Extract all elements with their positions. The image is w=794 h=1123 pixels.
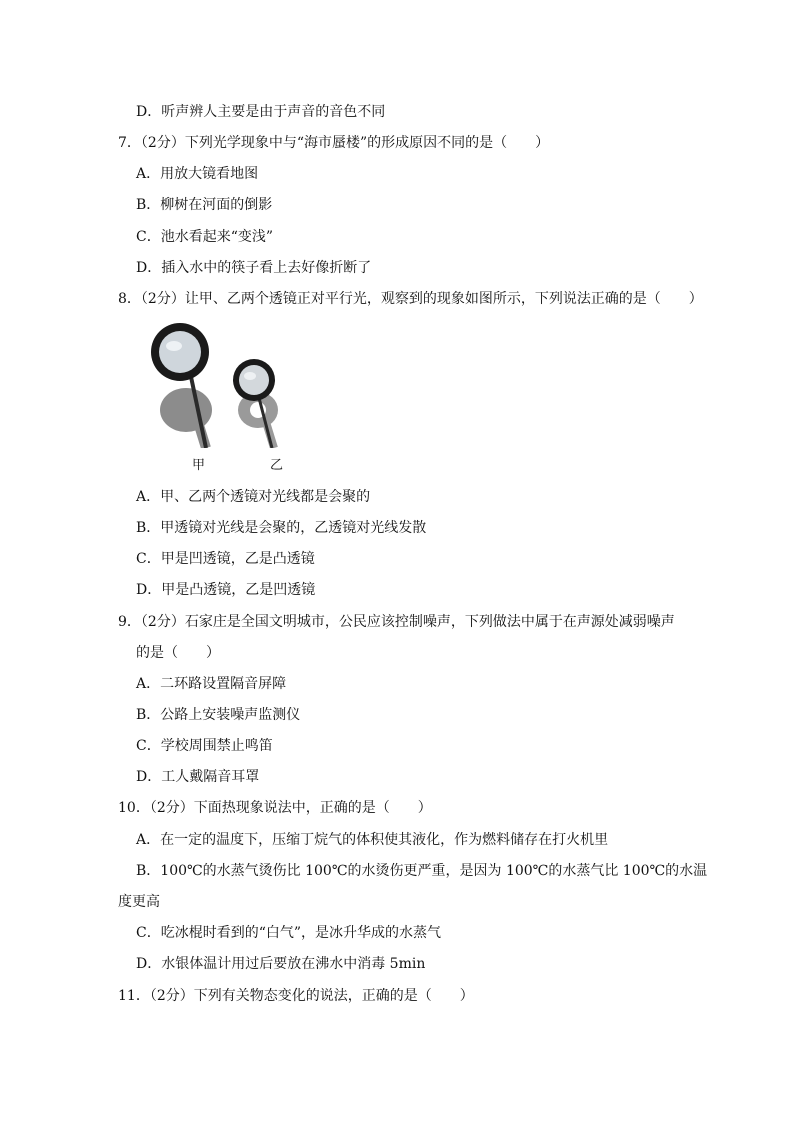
lens-figure	[140, 322, 298, 448]
q10-option-b-line2: 度更高	[118, 894, 160, 910]
lens-a-glass	[159, 331, 201, 373]
q10-option-c: C．吃冰棍时看到的“白气”，是冰升华成的水蒸气	[136, 925, 442, 941]
q7-option-d: D．插入水中的筷子看上去好像折断了	[136, 260, 372, 276]
q8-option-d: D．甲是凸透镜，乙是凹透镜	[136, 582, 316, 598]
q9-option-b: B．公路上安装噪声监测仪	[136, 707, 301, 723]
lens-a-highlight	[166, 341, 182, 351]
q9-stem-line1: 9．（2分）石家庄是全国文明城市，公民应该控制噪声，下列做法中属于在声源处减弱噪声	[118, 614, 675, 630]
q7-stem: 7．（2分）下列光学现象中与“海市蜃楼”的形成原因不同的是（ ）	[118, 135, 550, 151]
q8-option-b: B．甲透镜对光线是会聚的，乙透镜对光线发散	[136, 520, 427, 536]
q11-stem: 11．（2分）下列有关物态变化的说法，正确的是（ ）	[118, 988, 474, 1004]
q7-option-a: A．用放大镜看地图	[136, 166, 259, 182]
q10-stem: 10．（2分）下面热现象说法中，正确的是（ ）	[118, 800, 432, 816]
q7-option-c: C．池水看起来“变浅”	[136, 229, 274, 245]
q9-option-c: C．学校周围禁止鸣笛	[136, 738, 273, 754]
q10-option-a: A．在一定的温度下，压缩丁烷气的体积使其液化，作为燃料储存在打火机里	[136, 832, 609, 848]
q9-option-a: A．二环路设置隔音屏障	[136, 676, 287, 692]
q6-option-d: D．听声辨人主要是由于声音的音色不同	[136, 104, 386, 120]
lens-b-glass	[239, 365, 269, 395]
q10-option-b-line1: B．100℃的水蒸气烫伤比 100℃的水烫伤更严重，是因为 100℃的水蒸气比 100℃的水温	[136, 863, 708, 879]
q8-stem: 8．（2分）让甲、乙两个透镜正对平行光，观察到的现象如图所示，下列说法正确的是（ ）	[118, 291, 703, 307]
q7-option-b: B．柳树在河面的倒影	[136, 197, 273, 213]
figure-label-jia: 甲	[192, 458, 206, 473]
q9-stem-line2: 的是（ ）	[136, 645, 220, 661]
q8-option-c: C．甲是凹透镜，乙是凸透镜	[136, 551, 315, 567]
q8-option-a: A．甲、乙两个透镜对光线都是会聚的	[136, 489, 371, 505]
q10-option-d: D．水银体温计用过后要放在沸水中消毒 5min	[136, 956, 426, 972]
q9-option-d: D．工人戴隔音耳罩	[136, 769, 260, 785]
lens-b-highlight	[244, 372, 256, 380]
lens-photo	[140, 322, 298, 448]
figure-label-yi: 乙	[270, 458, 284, 473]
